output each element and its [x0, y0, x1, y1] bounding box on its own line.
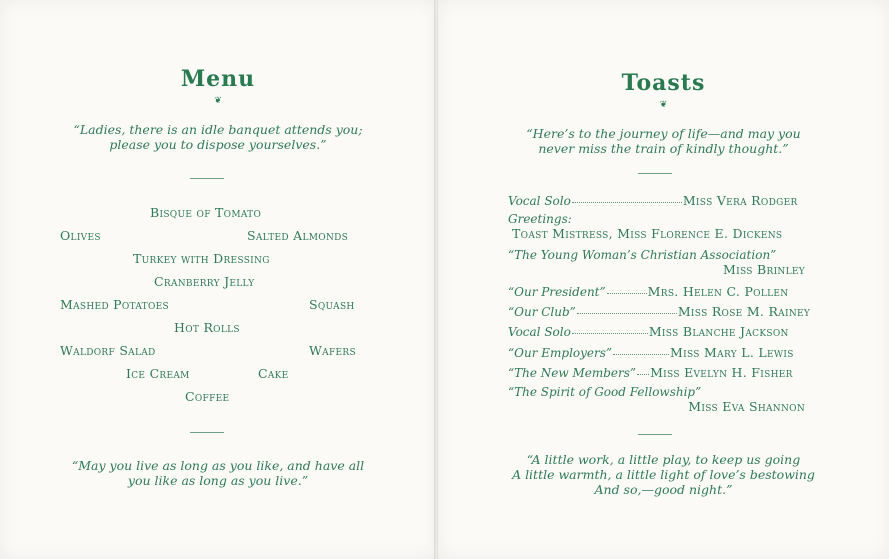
menu-quote-top-line: “Ladies, there is an idle banquet attends you; — [73, 122, 363, 137]
menu-quote-bottom — [0, 458, 436, 488]
menu-item-rolls: Hot Rolls — [174, 320, 240, 335]
toast-label: Vocal Solo — [508, 194, 571, 208]
menu-item-coffee: Coffee — [185, 389, 230, 404]
toast-entry — [508, 212, 782, 241]
toast-label: “Our Employers” — [508, 346, 613, 360]
menu-item-potatoes: Mashed Potatoes — [60, 297, 169, 312]
toast-label: “The Young Woman’s Christian Association” — [508, 248, 777, 262]
divider — [638, 173, 672, 174]
menu-item-cranberry: Cranberry Jelly — [154, 274, 255, 289]
menu-item-squash: Squash — [309, 297, 355, 312]
toast-speaker: Mrs. Helen C. Pollen — [647, 284, 789, 299]
menu-quote-bottom-line: you like as long as you live.” — [127, 473, 309, 488]
menu-item-almonds: Salted Almonds — [247, 228, 349, 243]
toast-entry — [508, 284, 788, 299]
divider — [638, 434, 672, 435]
toast-label: “The New Members” — [508, 366, 637, 380]
toast-label: Vocal Solo — [508, 325, 571, 339]
toast-speaker: Miss Eva Shannon — [688, 399, 805, 414]
toasts-title: Toasts — [621, 70, 706, 96]
menu-quote-top-line: please you to dispose yourselves.” — [109, 137, 327, 152]
menu-item-olives: Olives — [60, 228, 101, 243]
toast-entry — [508, 324, 789, 339]
menu-title: Menu — [180, 66, 256, 92]
toast-entry — [508, 304, 810, 319]
menu-item-icecream: Ice Cream — [126, 366, 190, 381]
toast-speaker: Toast Mistress, Miss Florence E. Dickens — [512, 226, 783, 241]
toast-speaker: Miss Brinley — [723, 262, 805, 277]
menu-item-wafers: Wafers — [309, 343, 356, 358]
menu-item-turkey: Turkey with Dressing — [133, 251, 270, 266]
toast-speaker: Miss Mary L. Lewis — [670, 345, 794, 360]
menu-ornament-icon: ❦ — [214, 96, 222, 106]
menu-quote-top — [0, 122, 436, 152]
toasts-quote-bottom-line: A little warmth, a little light of love’s bestowing — [512, 467, 815, 482]
toast-speaker: Miss Vera Rodger — [682, 193, 798, 208]
toast-entry — [508, 385, 805, 414]
toasts-quote-top-line: never miss the train of kindly thought.” — [538, 141, 789, 156]
leader-dots — [572, 201, 682, 203]
leader-dots — [572, 332, 648, 334]
toast-label: “The Spirit of Good Fellowship” — [508, 385, 702, 399]
leader-dots — [577, 312, 677, 314]
divider — [190, 432, 224, 433]
menu-item-salad: Waldorf Salad — [60, 343, 156, 358]
toasts-page — [438, 0, 889, 559]
menu-item-cake: Cake — [258, 366, 289, 381]
toasts-quote-top — [438, 126, 889, 156]
toasts-ornament-icon: ❦ — [659, 100, 668, 110]
leader-dots — [607, 292, 647, 294]
leader-dots — [637, 373, 649, 375]
menu-page — [0, 0, 436, 559]
toast-entry — [508, 248, 805, 277]
toasts-quote-top-line: “Here’s to the journey of life—and may you — [526, 126, 801, 141]
toast-label: Greetings: — [508, 212, 572, 226]
toasts-quote-bottom-line: “A little work, a little play, to keep us going — [526, 452, 801, 467]
menu-quote-bottom-line: “May you live as long as you like, and have all — [71, 458, 365, 473]
toast-entry — [508, 365, 793, 380]
toasts-quote-bottom — [438, 452, 889, 497]
toast-label: “Our President” — [508, 285, 606, 299]
toasts-quote-bottom-line: And so,—good night.” — [594, 482, 733, 497]
toast-speaker: Miss Evelyn H. Fisher — [650, 365, 793, 380]
toast-speaker: Miss Blanche Jackson — [648, 324, 789, 339]
leader-dots — [613, 353, 669, 355]
divider — [190, 178, 224, 179]
toast-label: “Our Club” — [508, 305, 576, 319]
toast-entry — [508, 345, 794, 360]
toast-speaker: Miss Rose M. Rainey — [677, 304, 811, 319]
menu-item-bisque: Bisque of Tomato — [150, 205, 262, 220]
toast-entry — [508, 193, 798, 208]
